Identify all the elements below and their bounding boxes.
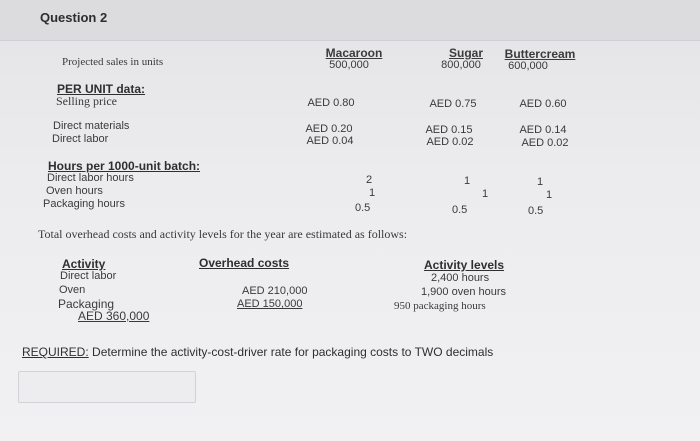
direct-labor-buttercream: AED 0.02 <box>521 137 569 149</box>
dl-hours-buttercream: 1 <box>537 176 544 188</box>
direct-labor-sugar: AED 0.02 <box>426 136 474 148</box>
selling-price-label: Selling price <box>56 94 117 108</box>
sugar-header: Sugar <box>448 46 484 60</box>
per-unit-heading: PER UNIT data: <box>57 82 146 96</box>
selling-price-buttercream: AED 0.60 <box>519 98 567 110</box>
oven-hours-label: Oven hours <box>46 185 103 197</box>
batch-heading: Hours per 1000-unit batch: <box>48 159 201 173</box>
activity-header: Activity <box>62 257 106 271</box>
selling-price-macaroon: AED 0.80 <box>307 97 355 109</box>
overhead-intro: Total overhead costs and activity levels for the year are estimated as follows: <box>38 227 408 241</box>
activity-oven-label: Oven <box>59 284 86 296</box>
macaroon-header: Macaroon <box>325 46 383 60</box>
direct-labor-macaroon: AED 0.04 <box>306 135 354 147</box>
packaging-hours-label: Packaging hours <box>43 198 125 210</box>
question-title: Question 2 <box>40 10 108 25</box>
overhead-costs-header: Overhead costs <box>199 256 290 270</box>
required-prefix: REQUIRED: <box>22 345 89 359</box>
required-line <box>22 345 493 359</box>
direct-materials-buttercream: AED 0.14 <box>519 124 567 136</box>
direct-materials-sugar: AED 0.15 <box>425 124 473 136</box>
activity-oven-cost: AED 210,000 <box>242 285 308 297</box>
question-header <box>0 0 700 41</box>
buttercream-header: Buttercream <box>504 47 576 61</box>
dl-hours-macaroon: 2 <box>366 174 373 186</box>
activity-packaging-level: 950 packaging hours <box>394 300 486 312</box>
direct-labor-label: Direct labor <box>52 133 109 145</box>
sugar-units: 800,000 <box>441 59 481 71</box>
required-text: Determine the activity-cost-driver rate for packaging costs to TWO decimals <box>88 345 494 359</box>
activity-direct-labor-label: Direct labor <box>60 270 117 282</box>
pack-hours-macaroon: 0.5 <box>355 202 371 214</box>
pack-hours-buttercream: 0.5 <box>528 205 544 217</box>
activity-packaging-cost: AED 150,000 <box>237 298 303 310</box>
direct-labor-hours-label: Direct labor hours <box>47 172 134 184</box>
macaroon-units: 500,000 <box>329 59 369 71</box>
activity-oven-level: 1,900 oven hours <box>421 286 507 298</box>
activity-packaging-label: Packaging <box>58 297 115 311</box>
activity-levels-header: Activity levels <box>424 258 505 272</box>
oven-hours-buttercream: 1 <box>546 189 553 201</box>
direct-materials-label: Direct materials <box>53 120 130 132</box>
buttercream-units: 600,000 <box>508 60 548 72</box>
overhead-total: AED 360,000 <box>78 309 150 323</box>
answer-input[interactable] <box>18 371 196 403</box>
activity-direct-labor-level: 2,400 hours <box>431 272 490 284</box>
selling-price-sugar: AED 0.75 <box>429 98 477 110</box>
dl-hours-sugar: 1 <box>464 175 471 187</box>
oven-hours-macaroon: 1 <box>369 187 376 199</box>
projected-sales-label: Projected sales in units <box>62 56 164 68</box>
direct-materials-macaroon: AED 0.20 <box>305 123 353 135</box>
oven-hours-sugar: 1 <box>482 188 489 200</box>
pack-hours-sugar: 0.5 <box>452 204 468 216</box>
